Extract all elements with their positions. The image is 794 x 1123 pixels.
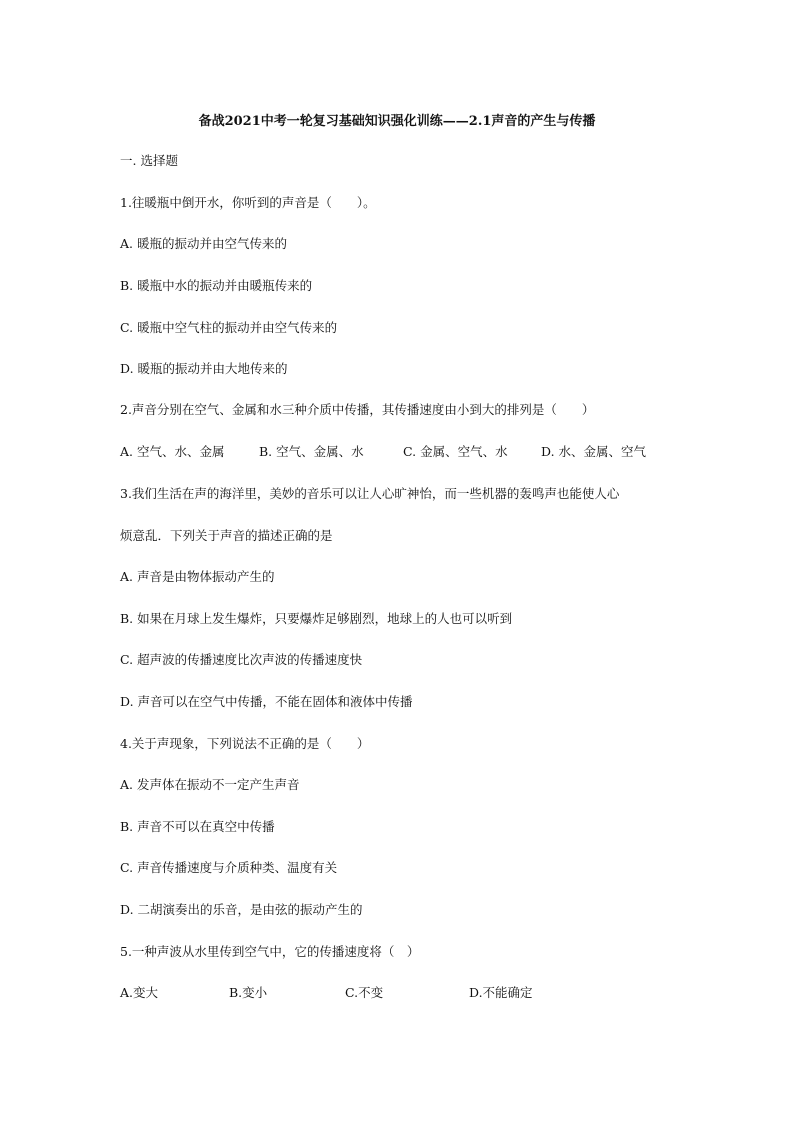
question-2-option-c: C. 金属、空气、水 — [403, 444, 508, 459]
question-3-option-a: A. 声音是由物体振动产生的 — [120, 569, 275, 584]
question-1-option-b: B. 暖瓶中水的振动并由暖瓶传来的 — [120, 278, 313, 293]
question-5-option-c: C.不变 — [345, 985, 384, 1000]
question-3-option-d: D. 声音可以在空气中传播，不能在固体和液体中传播 — [120, 694, 413, 709]
section-heading: 一. 选择题 — [120, 153, 178, 168]
question-2-option-d: D. 水、金属、空气 — [541, 444, 647, 459]
question-2-option-b: B. 空气、金属、水 — [259, 444, 364, 459]
question-1-stem: 1.往暖瓶中倒开水，你听到的声音是（ ）。 — [120, 195, 376, 210]
question-4-option-c: C. 声音传播速度与介质种类、温度有关 — [120, 860, 338, 875]
question-4-option-d: D. 二胡演奏出的乐音，是由弦的振动产生的 — [120, 902, 363, 917]
question-3-stem-line-1: 3.我们生活在声的海洋里，美妙的音乐可以让人心旷神怡，而一些机器的轰鸣声也能使人心 — [120, 486, 620, 501]
question-5-options — [120, 985, 533, 1001]
question-2-options — [120, 444, 646, 460]
question-5-stem: 5.一种声波从水里传到空气中，它的传播速度将（ ） — [120, 944, 420, 959]
question-3-option-c: C. 超声波的传播速度比次声波的传播速度快 — [120, 652, 363, 667]
question-2-stem: 2.声音分别在空气、金属和水三种介质中传播，其传播速度由小到大的排列是（ ） — [120, 402, 595, 417]
question-1-option-d: D. 暖瓶的振动并由大地传来的 — [120, 361, 288, 376]
question-3-stem-line-2: 烦意乱．下列关于声音的描述正确的是 — [120, 528, 333, 543]
question-5-option-a: A.变大 — [120, 985, 159, 1000]
question-4-option-a: A. 发声体在振动不一定产生声音 — [120, 777, 300, 792]
question-3-option-b: B. 如果在月球上发生爆炸，只要爆炸足够剧烈，地球上的人也可以听到 — [120, 611, 513, 626]
question-5-option-d: D.不能确定 — [469, 985, 533, 1000]
question-4-stem: 4.关于声现象，下列说法不正确的是（ ） — [120, 736, 370, 751]
question-5-option-b: B.变小 — [229, 985, 268, 1000]
question-2-option-a: A. 空气、水、金属 — [120, 444, 225, 459]
question-4-option-b: B. 声音不可以在真空中传播 — [120, 819, 275, 834]
page-title: 备战2021中考一轮复习基础知识强化训练——2.1声音的产生与传播 — [198, 114, 596, 129]
question-1-option-a: A. 暖瓶的振动并由空气传来的 — [120, 236, 287, 251]
question-1-option-c: C. 暖瓶中空气柱的振动并由空气传来的 — [120, 320, 338, 335]
